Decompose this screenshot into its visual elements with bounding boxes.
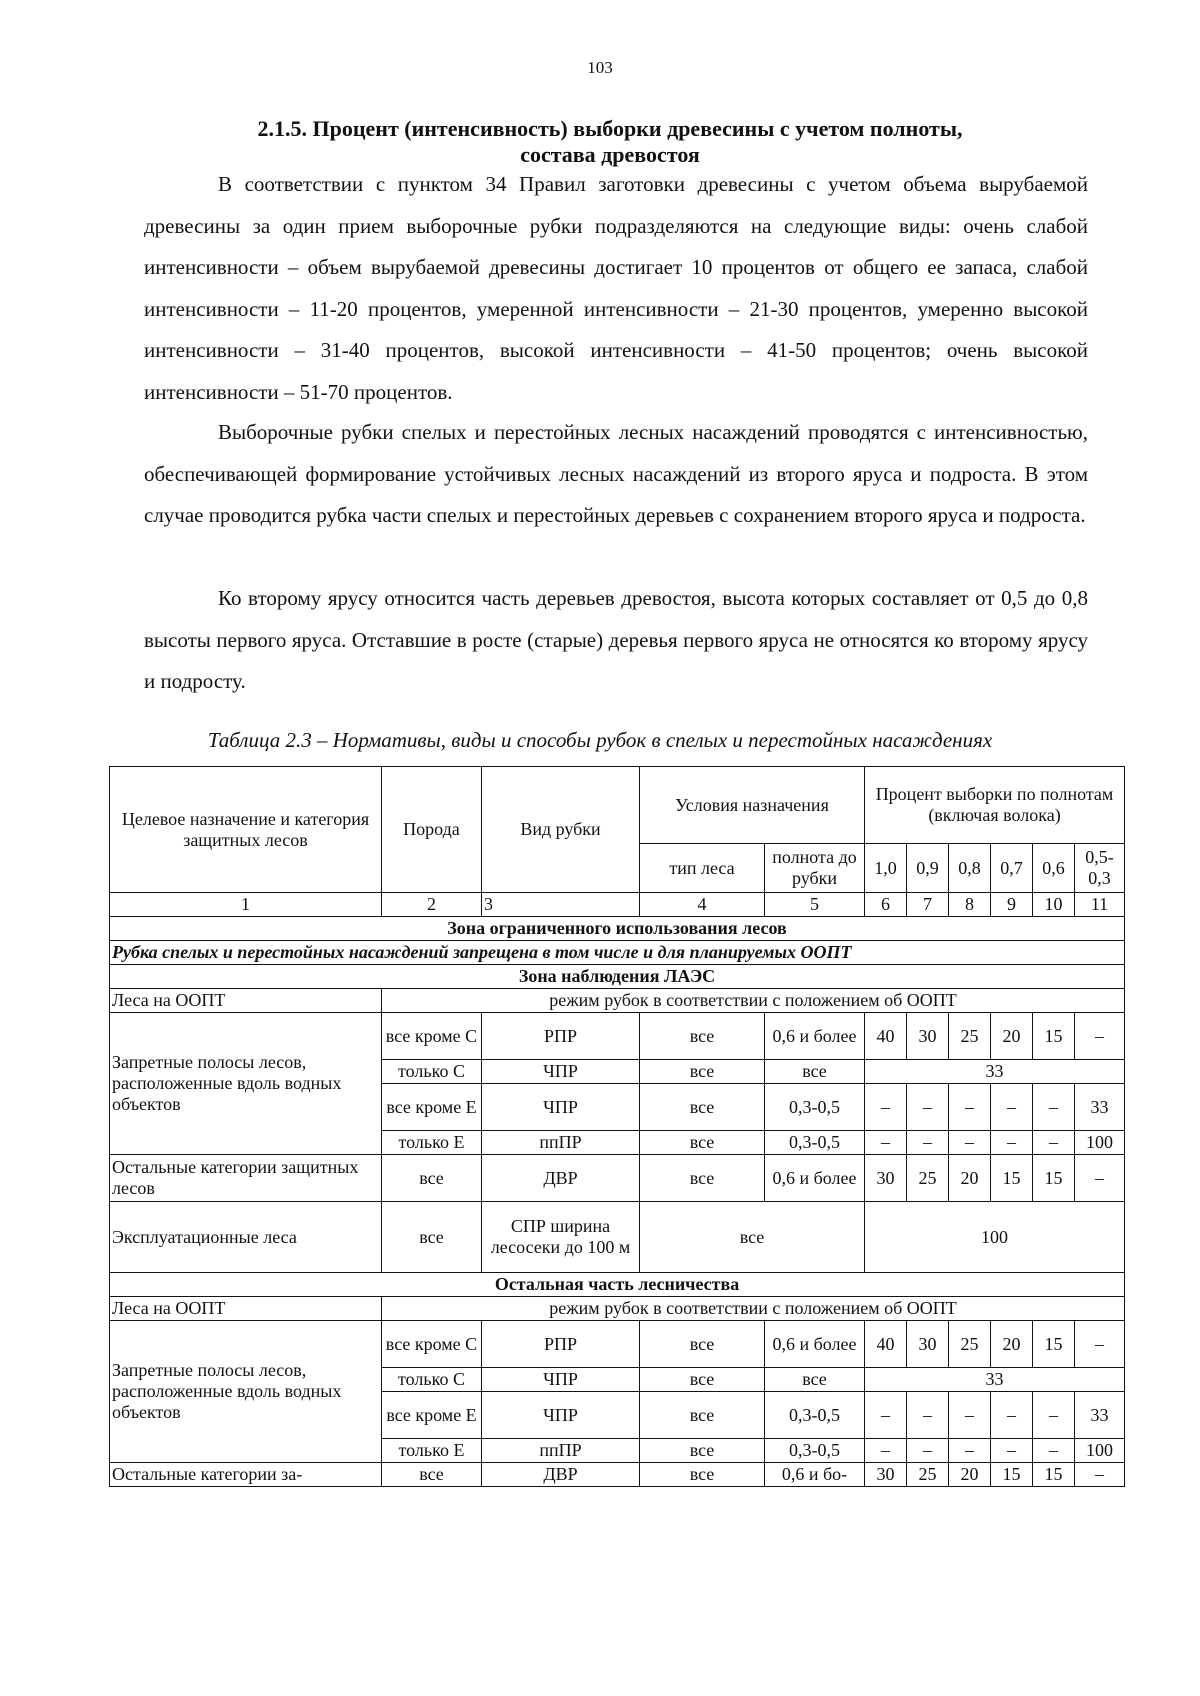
header-species: Порода xyxy=(382,767,482,893)
species-cell: все xyxy=(382,1463,482,1487)
value-cell: – xyxy=(907,1131,949,1155)
species-cell: все xyxy=(382,1155,482,1202)
density-col: 0,6 xyxy=(1033,844,1075,893)
regime-cell: режим рубок в соответствии с положением об ООПТ xyxy=(382,1297,1125,1321)
col-number: 9 xyxy=(991,893,1033,917)
type-cell: все xyxy=(640,1439,765,1463)
zone-row xyxy=(110,917,1125,941)
value-cell: 100 xyxy=(1075,1131,1125,1155)
species-cell: только Е xyxy=(382,1131,482,1155)
species-cell: только Е xyxy=(382,1439,482,1463)
header-purpose: Целевое назначение и категория защитных лесов xyxy=(110,767,382,893)
col-number: 10 xyxy=(1033,893,1075,917)
density-cell: 0,6 и бо- xyxy=(765,1463,865,1487)
type-cell: все xyxy=(640,1155,765,1202)
value-cell: 30 xyxy=(907,1013,949,1060)
paragraph-3: Ко второму ярусу относится часть деревьев древостоя, высота которых составляет от 0,5 до 0,8 высоты первого яруса. Отставшие в росте (старые) деревья первого яруса не относятся ко второму ярусу и подросту. xyxy=(144,586,1088,693)
value-cell: 15 xyxy=(1033,1155,1075,1202)
density-cell: 0,3-0,5 xyxy=(765,1392,865,1439)
type-cell: все xyxy=(640,1392,765,1439)
category-cell: Леса на ООПТ xyxy=(110,989,382,1013)
value-cell: 40 xyxy=(865,1321,907,1368)
heading-line-2: состава древостоя xyxy=(520,142,700,167)
value-cell: – xyxy=(1033,1439,1075,1463)
zone-note: Рубка спелых и перестойных насаждений запрещена в том числе и для планируемых ООПТ xyxy=(110,941,1125,965)
header-percent: Процент выборки по полнотам (включая волока) xyxy=(865,767,1125,844)
category-cell: Запретные полосы лесов, расположенные вдоль водных объектов xyxy=(110,1013,382,1155)
header-density: полнота до рубки xyxy=(765,844,865,893)
category-cell: Эксплуатационные леса xyxy=(110,1202,382,1273)
zone-title: Зона ограниченного использования лесов xyxy=(110,917,1125,941)
col-number: 7 xyxy=(907,893,949,917)
type-cell: все xyxy=(640,1463,765,1487)
cut-cell: ДВР xyxy=(482,1155,640,1202)
cut-cell: РПР xyxy=(482,1013,640,1060)
value-cell: – xyxy=(1033,1392,1075,1439)
value-cell: 20 xyxy=(991,1321,1033,1368)
table-row xyxy=(110,989,1125,1013)
value-cell: 25 xyxy=(907,1155,949,1202)
species-cell: только С xyxy=(382,1368,482,1392)
value-cell: – xyxy=(865,1131,907,1155)
value-cell: 25 xyxy=(949,1321,991,1368)
column-numbers-row xyxy=(110,893,1125,917)
header-cut-type: Вид рубки xyxy=(482,767,640,893)
value-cell: – xyxy=(1033,1131,1075,1155)
heading-line-1: 2.1.5. Процент (интенсивность) выборки древесины с учетом полноты, xyxy=(257,116,963,141)
conditions-cell: все xyxy=(640,1202,865,1273)
col-number: 2 xyxy=(382,893,482,917)
value-cell: 33 xyxy=(1075,1392,1125,1439)
species-cell: все кроме С xyxy=(382,1321,482,1368)
density-cell: 0,6 и более xyxy=(765,1155,865,1202)
cut-cell: ЧПР xyxy=(482,1368,640,1392)
col-number: 1 xyxy=(110,893,382,917)
value-cell: – xyxy=(991,1392,1033,1439)
value-cell: 30 xyxy=(907,1321,949,1368)
value-cell: 15 xyxy=(1033,1321,1075,1368)
cut-cell: ДВР xyxy=(482,1463,640,1487)
value-cell: 25 xyxy=(949,1013,991,1060)
value-cell: – xyxy=(865,1439,907,1463)
value-cell: – xyxy=(991,1439,1033,1463)
value-cell-merged: 33 xyxy=(865,1368,1125,1392)
density-col: 0,7 xyxy=(991,844,1033,893)
density-col: 0,8 xyxy=(949,844,991,893)
zone-row xyxy=(110,1273,1125,1297)
cut-cell: ппПР xyxy=(482,1439,640,1463)
value-cell: – xyxy=(1075,1463,1125,1487)
density-cell: все xyxy=(765,1060,865,1084)
cut-cell: ЧПР xyxy=(482,1392,640,1439)
value-cell: 15 xyxy=(1033,1013,1075,1060)
species-cell: все xyxy=(382,1202,482,1273)
value-cell: – xyxy=(1033,1084,1075,1131)
zone-row xyxy=(110,965,1125,989)
value-cell: 20 xyxy=(991,1013,1033,1060)
cut-cell: РПР xyxy=(482,1321,640,1368)
type-cell: все xyxy=(640,1368,765,1392)
value-cell: 20 xyxy=(949,1155,991,1202)
header-row-1 xyxy=(110,767,1125,844)
value-cell: 30 xyxy=(865,1155,907,1202)
cut-cell: ЧПР xyxy=(482,1084,640,1131)
header-conditions: Условия назначения xyxy=(640,767,865,844)
value-cell: – xyxy=(1075,1155,1125,1202)
value-cell: 30 xyxy=(865,1463,907,1487)
page-number: 103 xyxy=(587,58,613,77)
value-cell: 33 xyxy=(1075,1084,1125,1131)
zone-note-row xyxy=(110,941,1125,965)
value-cell: 100 xyxy=(1075,1439,1125,1463)
norms-table xyxy=(109,766,1125,1487)
value-cell: – xyxy=(907,1084,949,1131)
species-cell: только С xyxy=(382,1060,482,1084)
species-cell: все кроме С xyxy=(382,1013,482,1060)
density-cell: 0,6 и более xyxy=(765,1321,865,1368)
regime-cell: режим рубок в соответствии с положением об ООПТ xyxy=(382,989,1125,1013)
table-caption: Таблица 2.3 – Нормативы, виды и способы рубок в спелых и перестойных насаждениях xyxy=(207,728,993,752)
col-number: 4 xyxy=(640,893,765,917)
value-cell: – xyxy=(907,1439,949,1463)
density-cell: 0,3-0,5 xyxy=(765,1084,865,1131)
value-cell: – xyxy=(991,1084,1033,1131)
type-cell: все xyxy=(640,1060,765,1084)
type-cell: все xyxy=(640,1084,765,1131)
species-cell: все кроме Е xyxy=(382,1392,482,1439)
col-number: 6 xyxy=(865,893,907,917)
value-cell: – xyxy=(949,1084,991,1131)
species-cell: все кроме Е xyxy=(382,1084,482,1131)
type-cell: все xyxy=(640,1131,765,1155)
density-cell: все xyxy=(765,1368,865,1392)
table-row xyxy=(110,1202,1125,1273)
value-cell: 15 xyxy=(991,1463,1033,1487)
density-col: 0,5-0,3 xyxy=(1075,844,1125,893)
value-cell: – xyxy=(865,1392,907,1439)
category-cell: Остальные категории за- xyxy=(110,1463,382,1487)
value-cell: 25 xyxy=(907,1463,949,1487)
density-cell: 0,3-0,5 xyxy=(765,1439,865,1463)
col-number: 8 xyxy=(949,893,991,917)
col-number: 11 xyxy=(1075,893,1125,917)
cut-cell: СПР ширина лесосеки до 100 м xyxy=(482,1202,640,1273)
section-heading xyxy=(110,116,1110,168)
value-cell-merged: 33 xyxy=(865,1060,1125,1084)
category-cell: Запретные полосы лесов, расположенные вдоль водных объектов xyxy=(110,1321,382,1463)
value-cell: 40 xyxy=(865,1013,907,1060)
table-row xyxy=(110,1463,1125,1487)
paragraph-1: В соответствии с пунктом 34 Правил заготовки древесины с учетом объема вырубаемой древесины за один прием выборочные рубки подразделяются на следующие виды: очень слабой интенсивности – объем вырубаемой древесины достигает 10 процентов от общего ее запаса, слабой интенсивности – 11-20 процентов, умеренной интенсивности – 21-30 процентов, умеренно высокой интенсивности – 31-40 процентов, высокой интенсивности – 41-50 процентов; очень высокой интенсивности – 51-70 процентов. xyxy=(144,172,1088,404)
header-forest-type: тип леса xyxy=(640,844,765,893)
cut-cell: ЧПР xyxy=(482,1060,640,1084)
zone-title: Зона наблюдения ЛАЭС xyxy=(110,965,1125,989)
table-row xyxy=(110,1321,1125,1368)
table-row xyxy=(110,1297,1125,1321)
category-cell: Леса на ООПТ xyxy=(110,1297,382,1321)
value-cell-merged: 100 xyxy=(865,1202,1125,1273)
value-cell: – xyxy=(949,1131,991,1155)
value-cell: – xyxy=(949,1392,991,1439)
density-cell: 0,6 и более xyxy=(765,1013,865,1060)
value-cell: 15 xyxy=(991,1155,1033,1202)
table-row xyxy=(110,1155,1125,1202)
density-cell: 0,3-0,5 xyxy=(765,1131,865,1155)
value-cell: – xyxy=(991,1131,1033,1155)
col-number: 3 xyxy=(482,893,640,917)
value-cell: – xyxy=(865,1084,907,1131)
value-cell: 20 xyxy=(949,1463,991,1487)
category-cell: Остальные категории защитных лесов xyxy=(110,1155,382,1202)
cut-cell: ппПР xyxy=(482,1131,640,1155)
density-col: 1,0 xyxy=(865,844,907,893)
value-cell: – xyxy=(949,1439,991,1463)
value-cell: – xyxy=(1075,1013,1125,1060)
type-cell: все xyxy=(640,1013,765,1060)
value-cell: – xyxy=(907,1392,949,1439)
zone-title: Остальная часть лесничества xyxy=(110,1273,1125,1297)
table-row xyxy=(110,1013,1125,1060)
value-cell: – xyxy=(1075,1321,1125,1368)
density-col: 0,9 xyxy=(907,844,949,893)
value-cell: 15 xyxy=(1033,1463,1075,1487)
col-number: 5 xyxy=(765,893,865,917)
type-cell: все xyxy=(640,1321,765,1368)
paragraph-2: Выборочные рубки спелых и перестойных лесных насаждений проводятся с интенсивностью, обеспечивающей формирование устойчивых лесных насаждений из второго яруса и подроста. В этом случае проводится рубка части спелых и перестойных деревьев с сохранением второго яруса и подроста. xyxy=(144,420,1088,527)
